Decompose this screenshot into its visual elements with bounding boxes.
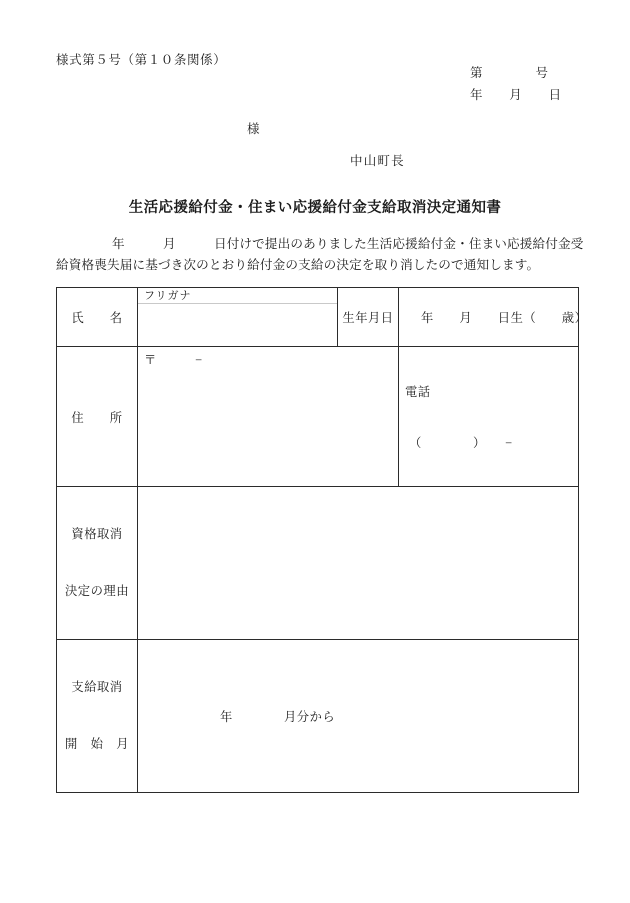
- body-line-1-text: 年 月 日付けで提出のありました生活応援給付金・住まい応援給付金受: [112, 237, 584, 251]
- telephone-value: （ ） −: [409, 436, 513, 450]
- table-row-name: [57, 288, 579, 347]
- table-row-address: [57, 347, 579, 487]
- address-value-cell[interactable]: 〒 −: [138, 347, 399, 487]
- page-title: 生活応援給付金・住まい応援給付金支給取消決定通知書: [128, 200, 502, 216]
- issuer-name: 中山町長: [350, 154, 405, 168]
- document-date-line: 年 月 日: [470, 88, 562, 102]
- body-paragraph: [56, 234, 584, 276]
- start-month-label-cell: [57, 640, 138, 793]
- name-label-cell: 氏 名: [57, 288, 138, 347]
- body-line-2: 給資格喪失届に基づき次のとおり給付金の支給の決定を取り消したので通知します。: [56, 258, 540, 272]
- telephone-cell[interactable]: [399, 347, 579, 487]
- name-input-area[interactable]: [138, 304, 337, 344]
- start-month-label-line-1: 支給取消: [71, 680, 123, 694]
- form-number: 様式第５号（第１０条関係）: [56, 53, 227, 67]
- start-month-value-cell[interactable]: 年 月分から: [138, 640, 579, 793]
- address-label-cell: 住 所: [57, 347, 138, 487]
- reason-label-line-2: 決定の理由: [65, 584, 129, 598]
- reason-label-line-1: 資格取消: [71, 527, 123, 541]
- reason-value-cell[interactable]: [138, 487, 579, 640]
- table-row-reason: [57, 487, 579, 640]
- table-row-start-month: [57, 640, 579, 793]
- telephone-label: 電話: [405, 385, 431, 399]
- document-number-line: 第 号: [470, 66, 549, 80]
- date-of-birth-value: 年 月 日生（ 歳）: [421, 311, 588, 325]
- start-month-label-line-2: 開 始 月: [65, 737, 129, 751]
- addressee-honorific: 様: [247, 122, 261, 136]
- date-of-birth-label-cell: 生年月日: [338, 288, 399, 347]
- furigana-label: フリガナ: [138, 288, 337, 304]
- date-of-birth-value-cell[interactable]: [399, 288, 588, 347]
- reason-label-cell: [57, 487, 138, 640]
- body-line-1: [56, 234, 584, 255]
- name-value-cell[interactable]: [138, 288, 338, 347]
- applicant-details-table: [56, 287, 588, 793]
